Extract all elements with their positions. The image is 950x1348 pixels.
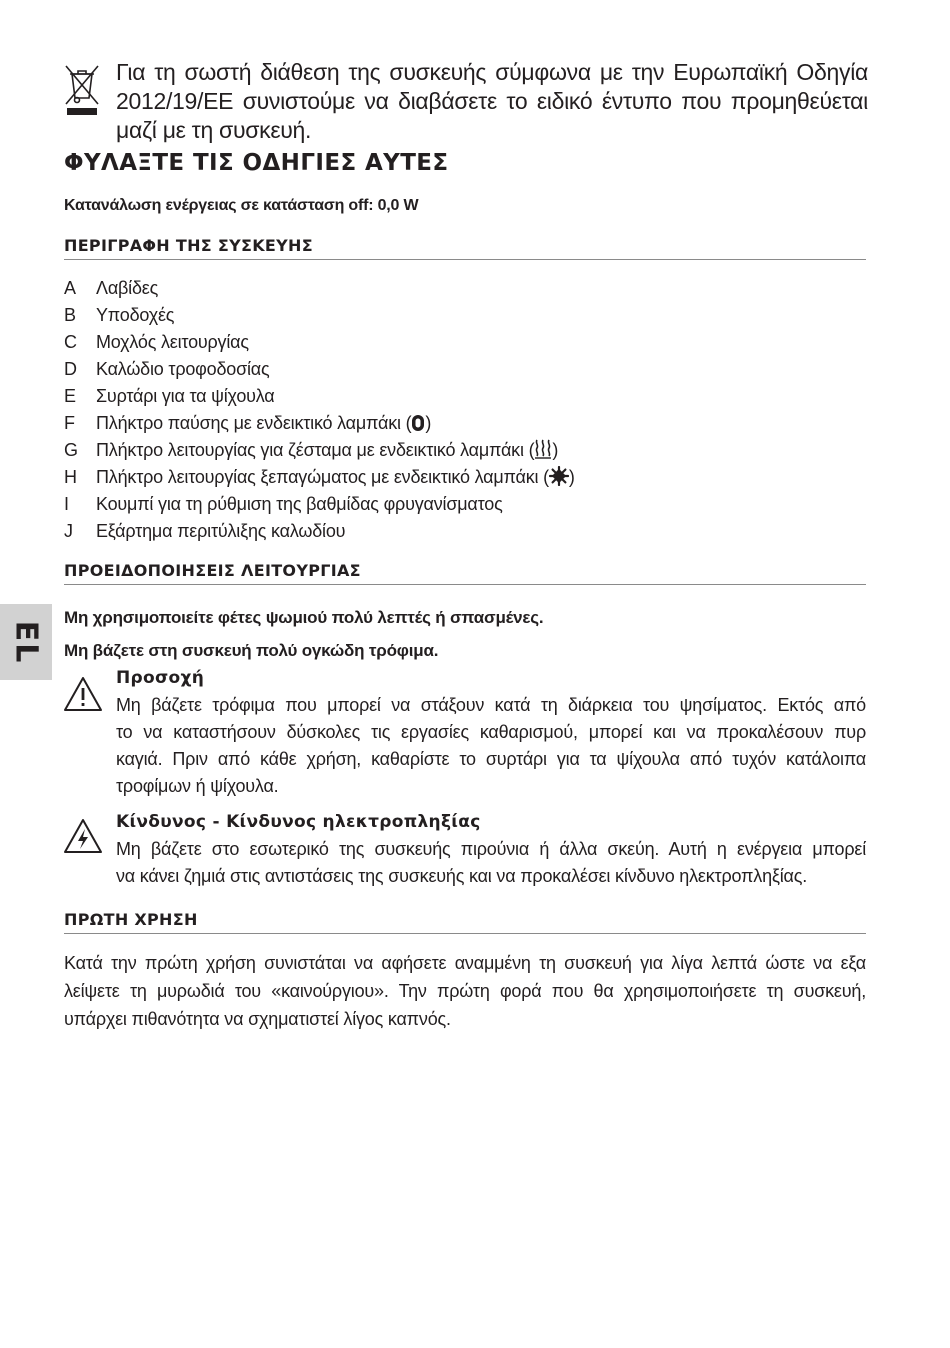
defrost-icon bbox=[549, 466, 569, 486]
language-code: EL bbox=[8, 620, 44, 664]
part-label: Πλήκτρο λειτουργίας για ζέσταμα με ενδεικτικό λαμπάκι ( bbox=[96, 440, 535, 460]
first-use-text bbox=[64, 949, 866, 1033]
part-letter: I bbox=[64, 494, 69, 514]
list-item bbox=[64, 276, 575, 303]
caution-line: Μη βάζετε τρόφιμα που μπορεί να στάξουν κατά τη διάρκεια του ψησίματος. Εκτός από bbox=[116, 695, 866, 715]
disposal-line: 2012/19/ΕΕ συνιστούμε να διαβάσετε το ειδικό έντυπο που προμηθεύεται bbox=[116, 88, 868, 114]
part-label: Πλήκτρο παύσης με ενδεικτικό λαμπάκι ( bbox=[96, 413, 412, 433]
list-item bbox=[64, 492, 575, 519]
list-item bbox=[64, 330, 575, 357]
warning-bulky-food: Μη βάζετε στη συσκευή πολύ ογκώδη τρόφιμα. bbox=[64, 641, 439, 660]
part-label: Λαβίδες bbox=[96, 278, 159, 298]
caution-line: καγιά. Πριν από κάθε χρήση, καθαρίστε το συρτάρι για τα ψίχουλα από τυχόν κατάλοιπα bbox=[116, 749, 866, 769]
part-label: Μοχλός λειτουργίας bbox=[96, 332, 249, 352]
part-letter: F bbox=[64, 413, 75, 433]
part-label-suffix: ) bbox=[568, 467, 575, 487]
first-use-line: υπάρχει πιθανότητα να σχηματιστεί λίγος καπνός. bbox=[64, 1009, 451, 1029]
part-label: Καλώδιο τροφοδοσίας bbox=[96, 359, 270, 379]
list-item bbox=[64, 438, 575, 465]
electric-danger-title: Κίνδυνος - Κίνδυνος ηλεκτροπληξίας bbox=[116, 812, 481, 832]
electric-shock-warning-icon bbox=[63, 818, 103, 854]
first-use-line: Κατά την πρώτη χρήση συνιστάται να αφήσετε αναμμένη τη συσκευή για λίγα λεπτά ώστε να εξα bbox=[64, 953, 866, 973]
stop-icon bbox=[411, 414, 425, 432]
caution-line: το να καταστήσουν δύσκολες τις εργασίες καθαρισμού, μπορεί και να προκαλέσουν πυρ bbox=[116, 722, 866, 742]
standby-power-note: Κατανάλωση ενέργειας σε κατάσταση off: 0,0 W bbox=[64, 197, 419, 214]
electric-danger-text bbox=[116, 836, 866, 890]
warning-triangle-icon bbox=[63, 676, 103, 712]
first-use-line: λείψετε τη μυρωδιά του «καινούργιου». Την πρώτη φορά που θα χρησιμοποιήσετε τη συσκευή, bbox=[64, 981, 866, 1001]
caution-line: τροφίμων ή ψίχουλα. bbox=[116, 776, 279, 796]
crossed-out-wheelie-bin-icon bbox=[64, 64, 100, 116]
disposal-line: Για τη σωστή διάθεση της συσκευής σύμφωνα με την Ευρωπαϊκή Οδηγία bbox=[116, 59, 868, 85]
language-tab bbox=[0, 604, 52, 680]
disposal-line: μαζί με τη συσκευή. bbox=[116, 117, 312, 143]
parts-list bbox=[64, 276, 575, 546]
list-item bbox=[64, 303, 575, 330]
description-heading: ΠΕΡΙΓΡΑΦΗ ΤΗΣ ΣΥΣΚΕΥΗΣ bbox=[64, 236, 866, 260]
part-label: Κουμπί για τη ρύθμιση της βαθμίδας φρυγανίσματος bbox=[96, 494, 503, 514]
part-letter: C bbox=[64, 332, 77, 352]
list-item bbox=[64, 384, 575, 411]
part-letter: H bbox=[64, 467, 77, 487]
part-letter: A bbox=[64, 278, 76, 298]
disposal-notice bbox=[116, 58, 868, 145]
part-label: Υποδοχές bbox=[96, 305, 175, 325]
list-item bbox=[64, 411, 575, 438]
part-label-suffix: ) bbox=[552, 440, 559, 460]
caution-text bbox=[116, 692, 866, 800]
danger-line: να κάνει ζημιά στις αντιστάσεις της συσκευής και να προκαλέσει κίνδυνο ηλεκτροπληξίας. bbox=[116, 866, 808, 886]
list-item bbox=[64, 519, 575, 546]
caution-title: Προσοχή bbox=[116, 668, 205, 688]
list-item bbox=[64, 465, 575, 492]
first-use-heading: ΠΡΩΤΗ ΧΡΗΣΗ bbox=[64, 910, 866, 934]
part-letter: E bbox=[64, 386, 76, 406]
keep-instructions-title: ΦΥΛΑΞΤΕ ΤΙΣ ΟΔΗΓΙΕΣ ΑΥΤΕΣ bbox=[64, 150, 449, 176]
part-letter: B bbox=[64, 305, 76, 325]
part-label: Συρτάρι για τα ψίχουλα bbox=[96, 386, 275, 406]
warnings-heading: ΠΡΟΕΙΔΟΠΟΙΗΣΕΙΣ ΛΕΙΤΟΥΡΓΙΑΣ bbox=[64, 561, 866, 585]
part-letter: J bbox=[64, 521, 73, 541]
part-label: Εξάρτημα περιτύλιξης καλωδίου bbox=[96, 521, 346, 541]
danger-line: Μη βάζετε στο εσωτερικό της συσκευής πιρούνια ή άλλα σκεύη. Αυτή η ενέργεια μπορεί bbox=[116, 839, 866, 859]
part-letter: D bbox=[64, 359, 77, 379]
reheat-icon bbox=[534, 439, 552, 459]
part-label-suffix: ) bbox=[425, 413, 432, 433]
part-label: Πλήκτρο λειτουργίας ξεπαγώματος με ενδεικτικό λαμπάκι ( bbox=[96, 467, 549, 487]
warning-bread-slices: Μη χρησιμοποιείτε φέτες ψωμιού πολύ λεπτές ή σπασμένες. bbox=[64, 608, 544, 627]
list-item bbox=[64, 357, 575, 384]
part-letter: G bbox=[64, 440, 78, 460]
